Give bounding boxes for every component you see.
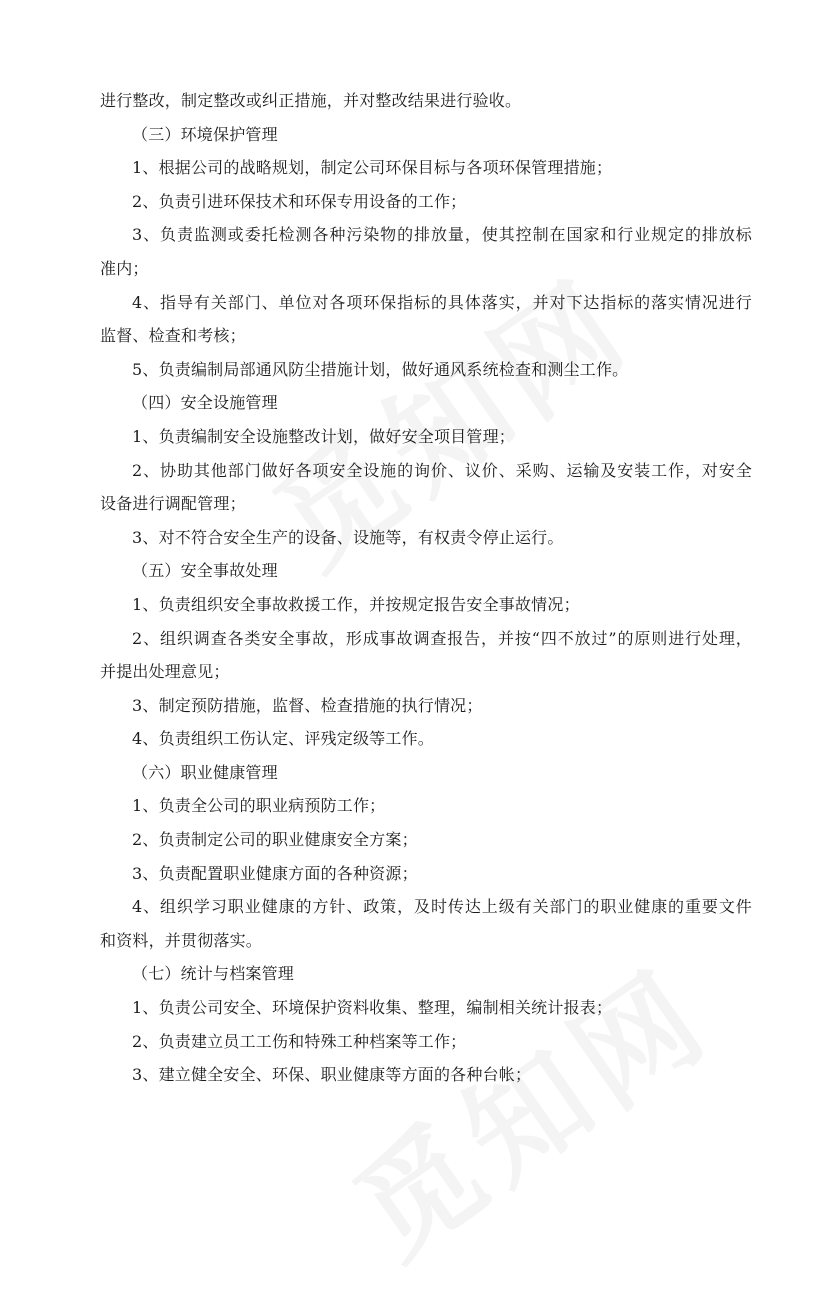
section-heading: （六）职业健康管理 xyxy=(132,762,278,782)
paragraph-line: 2、组织调查各类安全事故，形成事故调查报告，并按“四不放过”的原则进行处理， xyxy=(132,628,752,648)
paragraph-line: 并提出处理意见； xyxy=(100,662,230,682)
paragraph-line: 2、协助其他部门做好各项安全设施的询价、议价、采购、运输及安装工作，对安全 xyxy=(132,460,752,480)
paragraph-line: 设备进行调配管理； xyxy=(100,494,246,514)
document-body xyxy=(100,84,752,1092)
paragraph-line: 3、建立健全安全、环保、职业健康等方面的各种台帐； xyxy=(132,1065,532,1085)
paragraph-line: 准内； xyxy=(100,258,149,278)
paragraph-line: 3、制定预防措施，监督、检查措施的执行情况； xyxy=(132,695,483,715)
paragraph-line: 4、指导有关部门、单位对各项环保指标的具体落实，并对下达指标的落实情况进行 xyxy=(132,292,752,312)
paragraph-line: 3、对不符合安全生产的设备、设施等，有权责令停止运行。 xyxy=(132,527,564,547)
paragraph-line: 1、负责编制安全设施整改计划，做好安全项目管理； xyxy=(132,426,515,446)
paragraph-line: 1、负责全公司的职业病预防工作； xyxy=(132,796,386,816)
paragraph-line: 3、负责配置职业健康方面的各种资源； xyxy=(132,863,418,883)
paragraph-line: 监督、检查和考核； xyxy=(100,326,246,346)
section-heading: （四）安全设施管理 xyxy=(132,393,278,413)
paragraph-line: 5、负责编制局部通风防尘措施计划，做好通风系统检查和测尘工作。 xyxy=(132,359,629,379)
paragraph-line: 3、负责监测或委托检测各种污染物的排放量，使其控制在国家和行业规定的排放标 xyxy=(132,225,752,245)
paragraph-line: 4、组织学习职业健康的方针、政策，及时传达上级有关部门的职业健康的重要文件 xyxy=(132,897,752,917)
section-heading: （七）统计与档案管理 xyxy=(132,964,295,984)
paragraph-line: 2、负责建立员工工伤和特殊工种档案等工作； xyxy=(132,1031,467,1051)
paragraph-line: 和资料，并贯彻落实。 xyxy=(100,930,263,950)
paragraph-line: 4、负责组织工伤认定、评残定级等工作。 xyxy=(132,729,434,749)
paragraph-line: 1、负责公司安全、环境保护资料收集、整理，编制相关统计报表； xyxy=(132,998,613,1018)
paragraph-line: 1、根据公司的战略规划，制定公司环保目标与各项环保管理措施； xyxy=(132,158,613,178)
paragraph-line: 1、负责组织安全事故救援工作，并按规定报告安全事故情况； xyxy=(132,594,580,614)
section-heading: （五）安全事故处理 xyxy=(132,561,278,581)
paragraph-line: 进行整改，制定整改或纠正措施，并对整改结果进行验收。 xyxy=(100,91,522,110)
paragraph-line: 2、负责引进环保技术和环保专用设备的工作； xyxy=(132,191,467,211)
section-heading: （三）环境保护管理 xyxy=(132,124,278,144)
paragraph-line: 2、负责制定公司的职业健康安全方案； xyxy=(132,830,418,850)
